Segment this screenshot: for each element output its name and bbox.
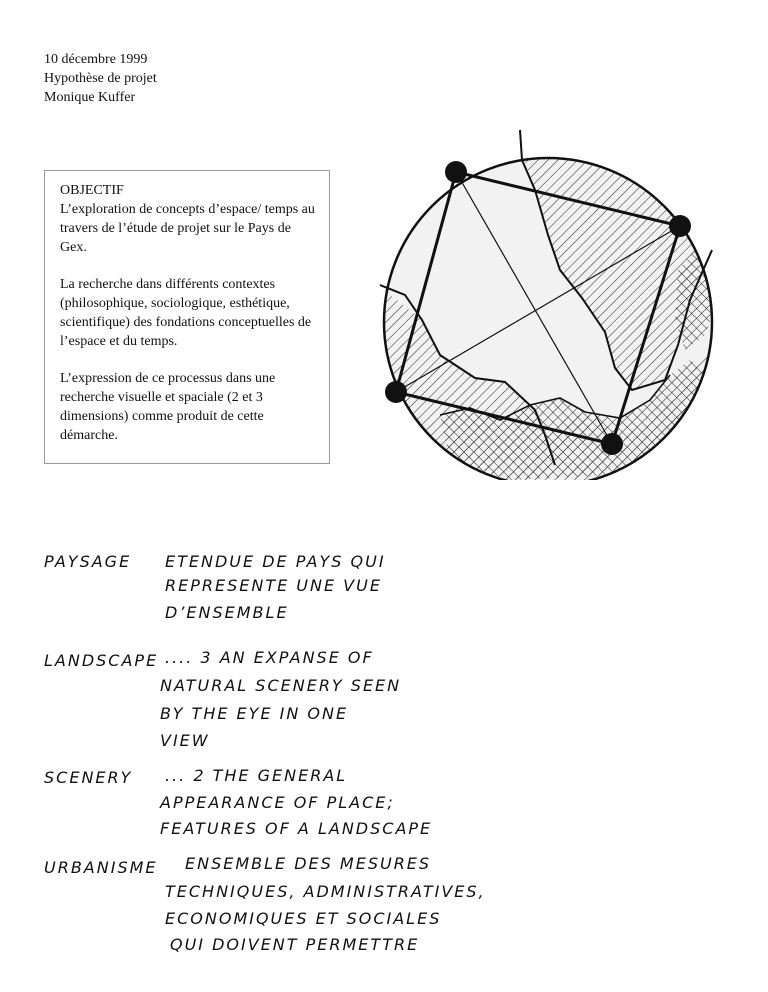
definition-line: ETENDUE DE PAYS QUI xyxy=(165,552,386,571)
objectif-paragraph-2: La recherche dans différents contextes (philosophique, sociologique, esthétique, scientifique) des fondations conceptuelles de l’espace et du temps. xyxy=(60,277,312,349)
objectif-title: OBJECTIF xyxy=(60,183,124,198)
definition-line: BY THE EYE IN ONE xyxy=(160,704,349,723)
definition-line: ENSEMBLE DES MESURES xyxy=(185,854,432,873)
term-paysage: PAYSAGE xyxy=(44,552,132,571)
definition-line: NATURAL SCENERY SEEN xyxy=(160,676,402,695)
document-subtitle: Hypothèse de projet xyxy=(44,71,157,86)
term-scenery: SCENERY xyxy=(44,768,133,787)
definition-line: APPEARANCE OF PLACE; xyxy=(160,793,395,812)
objectif-paragraph-3: L’expression de ce processus dans une recherche visuelle et spaciale (2 et 3 dimensions) comme produit de cette démarche. xyxy=(60,371,276,443)
term-landscape: LANDSCAPE xyxy=(44,651,159,670)
definition-line: REPRESENTE UNE VUE xyxy=(165,576,382,595)
definition-line: ECONOMIQUES ET SOCIALES xyxy=(165,909,442,928)
objectif-paragraph-1: L’exploration de concepts d’espace/ temps au travers de l’étude de projet sur le Pays de Gex. xyxy=(60,202,315,255)
definition-line: ... 2 THE GENERAL xyxy=(165,766,348,785)
definition-line: QUI DOIVENT PERMETTRE xyxy=(170,935,420,954)
document-author: Monique Kuffer xyxy=(44,90,136,105)
term-urbanisme: URBANISME xyxy=(44,858,158,877)
definition-line: VIEW xyxy=(160,731,210,750)
document-date: 10 décembre 1999 xyxy=(44,52,148,67)
definition-line: TECHNIQUES, ADMINISTRATIVES, xyxy=(165,882,486,901)
definition-line: .... 3 AN EXPANSE OF xyxy=(165,648,374,667)
definition-line: FEATURES OF A LANDSCAPE xyxy=(160,819,433,838)
definition-line: D’ENSEMBLE xyxy=(165,603,289,622)
